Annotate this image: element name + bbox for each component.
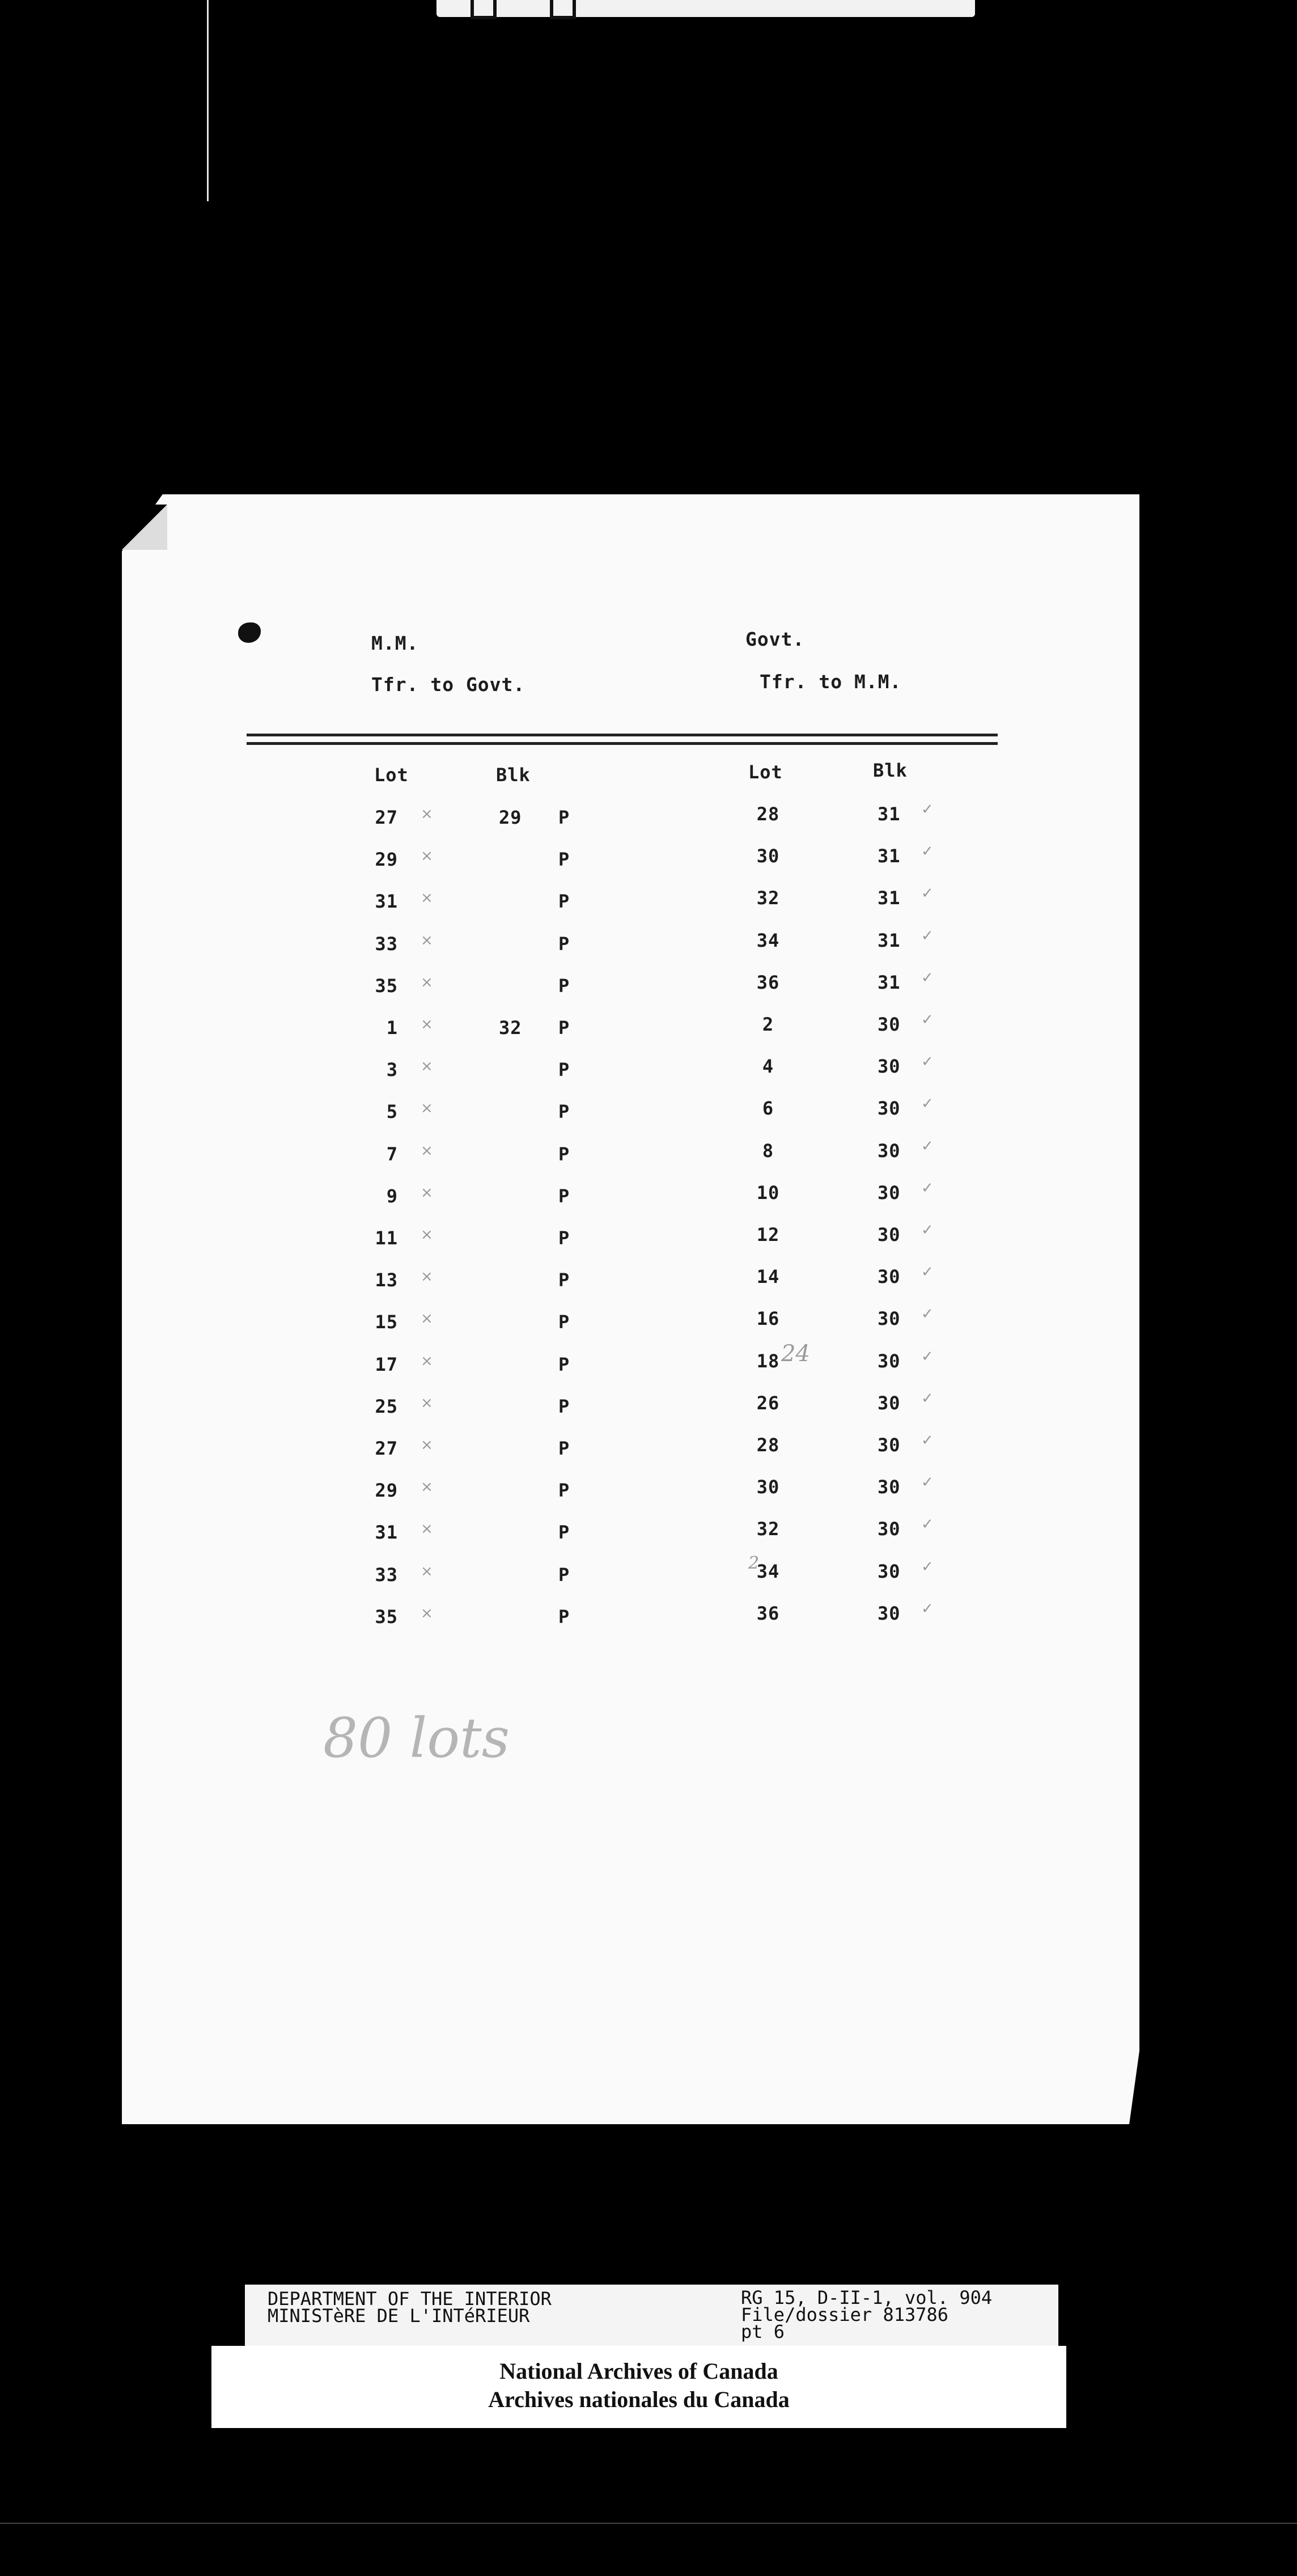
row-blk-right: 30 (878, 1434, 901, 1456)
overwrite-2: 2 (748, 1553, 760, 1573)
row-lot-left: 29 (375, 849, 398, 870)
reference-label (741, 2289, 992, 2340)
department-label (268, 2288, 552, 2327)
archives-name-fr: Archives nationales du Canada (488, 2387, 790, 2412)
row-blk-right: 30 (878, 1350, 901, 1372)
row-lot-right: 2 (762, 1014, 774, 1035)
row-blk-right: 30 (878, 1518, 901, 1540)
row-p-marker: P (558, 1101, 570, 1122)
check-mark: ✓ (921, 1348, 934, 1365)
check-mark: ✓ (921, 969, 934, 986)
check-mark: ✓ (921, 843, 934, 860)
check-mark: ✓ (921, 1180, 934, 1197)
row-lot-right: 28 (756, 803, 780, 825)
reference-line-2: File/dossier 813786 (741, 2304, 949, 2325)
row-p-marker: P (558, 1017, 570, 1039)
row-blk-right: 30 (878, 1603, 901, 1624)
document-page (122, 494, 1139, 2124)
cross-mark: × (421, 806, 433, 823)
row-lot-right: 32 (756, 1518, 780, 1540)
check-mark: ✓ (921, 885, 934, 902)
col-blk-right: Blk (873, 760, 908, 781)
archive-label-strip (245, 2285, 1058, 2347)
row-blk-right: 31 (878, 803, 901, 825)
row-p-marker: P (558, 1311, 570, 1333)
row-lot-right: 34 (756, 1561, 780, 1582)
left-title: M.M. (371, 632, 419, 654)
cross-mark: × (421, 1437, 433, 1454)
cross-mark: × (421, 848, 433, 865)
row-lot-right: 4 (762, 1056, 774, 1077)
right-subtitle: Tfr. to M.M. (760, 671, 902, 693)
row-p-marker: P (558, 1480, 570, 1501)
row-lot-left: 35 (375, 1606, 398, 1628)
check-mark: ✓ (921, 1095, 934, 1112)
row-lot-right: 14 (756, 1266, 780, 1287)
double-rule-top (247, 734, 998, 736)
cross-mark: × (421, 1605, 433, 1622)
row-lot-left: 29 (375, 1480, 398, 1501)
row-blk-right: 30 (878, 1056, 901, 1077)
row-lot-right: 12 (756, 1224, 780, 1245)
reference-line-1: RG 15, D-II-1, vol. 904 (741, 2287, 993, 2308)
row-p-marker: P (558, 1522, 570, 1543)
film-edge-line (207, 0, 209, 201)
row-lot-left: 7 (386, 1143, 398, 1165)
row-p-marker: P (558, 1059, 570, 1081)
cross-mark: × (421, 1353, 433, 1370)
check-mark: ✓ (921, 1138, 934, 1155)
check-mark: ✓ (921, 1516, 934, 1533)
row-blk-right: 30 (878, 1392, 901, 1414)
row-lot-right: 10 (756, 1182, 780, 1204)
left-subtitle: Tfr. to Govt. (371, 673, 525, 696)
row-lot-left: 15 (375, 1311, 398, 1333)
check-mark: ✓ (921, 1474, 934, 1491)
row-lot-left: 11 (375, 1227, 398, 1249)
cross-mark: × (421, 1100, 433, 1117)
row-p-marker: P (558, 1227, 570, 1249)
cross-mark: × (421, 1058, 433, 1075)
col-lot-left: Lot (374, 764, 409, 786)
row-lot-left: 31 (375, 1522, 398, 1543)
row-p-marker: P (558, 1438, 570, 1459)
col-lot-right: Lot (748, 761, 783, 783)
cross-mark: × (421, 1563, 433, 1580)
check-mark: ✓ (921, 1011, 934, 1028)
handwritten-total: 80 lots (323, 1706, 510, 1770)
cross-mark: × (421, 1310, 433, 1327)
department-fr: MINISTèRE DE L'INTéRIEUR (268, 2305, 530, 2327)
check-mark: ✓ (921, 927, 934, 944)
col-blk-left: Blk (496, 764, 531, 786)
cross-mark: × (421, 1184, 433, 1201)
row-lot-right: 30 (756, 845, 780, 867)
row-lot-right: 28 (756, 1434, 780, 1456)
film-mark (471, 0, 497, 19)
row-p-marker: P (558, 1185, 570, 1207)
overwrite-24: 24 (781, 1341, 810, 1367)
row-p-marker: P (558, 1606, 570, 1628)
right-title: Govt. (745, 628, 805, 650)
row-lot-right: 36 (756, 972, 780, 993)
row-lot-left: 33 (375, 1564, 398, 1586)
row-lot-right: 6 (762, 1098, 774, 1119)
film-bottom-edge (0, 2523, 1297, 2524)
row-lot-left: 1 (386, 1017, 398, 1039)
row-blk-right: 30 (878, 1182, 901, 1204)
cross-mark: × (421, 1395, 433, 1412)
cross-mark: × (421, 1142, 433, 1159)
cross-mark: × (421, 889, 433, 906)
archives-name-en: National Archives of Canada (499, 2358, 778, 2384)
row-lot-right: 30 (756, 1476, 780, 1498)
check-mark: ✓ (921, 1558, 934, 1575)
film-top-tab (436, 0, 975, 17)
row-lot-right: 26 (756, 1392, 780, 1414)
row-blk-right: 31 (878, 930, 901, 951)
row-p-marker: P (558, 1143, 570, 1165)
cross-mark: × (421, 1268, 433, 1285)
reference-line-3: pt 6 (741, 2321, 785, 2342)
row-lot-right: 18 (756, 1350, 780, 1372)
row-p-marker: P (558, 1354, 570, 1375)
cross-mark: × (421, 1520, 433, 1537)
row-blk-left: 32 (499, 1017, 522, 1039)
row-blk-right: 30 (878, 1266, 901, 1287)
row-blk-right: 30 (878, 1140, 901, 1162)
check-mark: ✓ (921, 1222, 934, 1239)
row-lot-left: 35 (375, 975, 398, 997)
row-p-marker: P (558, 1269, 570, 1291)
row-blk-left: 29 (499, 807, 522, 828)
row-lot-right: 16 (756, 1308, 780, 1329)
row-p-marker: P (558, 933, 570, 955)
cross-mark: × (421, 1016, 433, 1033)
cross-mark: × (421, 1478, 433, 1495)
row-p-marker: P (558, 807, 570, 828)
row-blk-right: 30 (878, 1308, 901, 1329)
row-p-marker: P (558, 891, 570, 912)
page-fold-corner (122, 505, 167, 550)
row-lot-right: 34 (756, 930, 780, 951)
row-lot-left: 27 (375, 807, 398, 828)
row-lot-left: 5 (386, 1101, 398, 1122)
row-lot-right: 8 (762, 1140, 774, 1162)
row-lot-left: 9 (386, 1185, 398, 1207)
check-mark: ✓ (921, 1600, 934, 1617)
row-blk-right: 30 (878, 1014, 901, 1035)
cross-mark: × (421, 932, 433, 949)
check-mark: ✓ (921, 1390, 934, 1407)
row-lot-right: 32 (756, 887, 780, 909)
row-lot-left: 13 (375, 1269, 398, 1291)
row-blk-right: 30 (878, 1561, 901, 1582)
row-lot-left: 31 (375, 891, 398, 912)
check-mark: ✓ (921, 1053, 934, 1070)
check-mark: ✓ (921, 1432, 934, 1449)
row-p-marker: P (558, 1564, 570, 1586)
row-lot-left: 3 (386, 1059, 398, 1081)
row-lot-right: 36 (756, 1603, 780, 1624)
department-en: DEPARTMENT OF THE INTERIOR (268, 2288, 552, 2310)
double-rule-bottom (247, 742, 998, 745)
row-p-marker: P (558, 1396, 570, 1417)
row-blk-right: 31 (878, 845, 901, 867)
check-mark: ✓ (921, 801, 934, 818)
row-lot-left: 33 (375, 933, 398, 955)
row-blk-right: 31 (878, 887, 901, 909)
cross-mark: × (421, 1226, 433, 1243)
check-mark: ✓ (921, 1264, 934, 1281)
check-mark: ✓ (921, 1306, 934, 1323)
row-blk-right: 30 (878, 1098, 901, 1119)
row-p-marker: P (558, 849, 570, 870)
row-lot-left: 27 (375, 1438, 398, 1459)
archives-banner (211, 2346, 1066, 2428)
film-mark (550, 0, 576, 19)
cross-mark: × (421, 974, 433, 991)
row-blk-right: 31 (878, 972, 901, 993)
row-p-marker: P (558, 975, 570, 997)
row-blk-right: 30 (878, 1224, 901, 1245)
row-blk-right: 30 (878, 1476, 901, 1498)
row-lot-left: 25 (375, 1396, 398, 1417)
row-lot-left: 17 (375, 1354, 398, 1375)
